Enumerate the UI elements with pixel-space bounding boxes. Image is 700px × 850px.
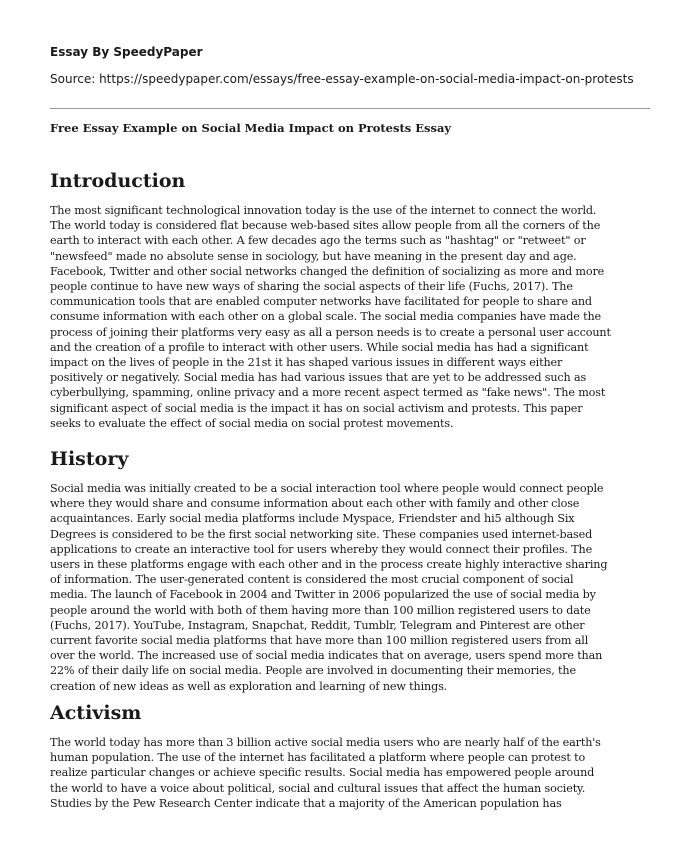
source-line: Source: https://speedypaper.com/essays/free-essay-example-on-social-media-impact-on-protests [50,72,634,86]
section-heading: Activism [50,702,142,724]
header-divider [50,108,650,109]
section-introduction [50,168,650,431]
essay-title: Free Essay Example on Social Media Impact on Protests Essay [50,121,452,135]
section-history [50,446,650,694]
section-activism [50,700,650,811]
section-heading: Introduction [50,170,186,192]
essay-body [50,168,650,810]
brand-label: Essay By SpeedyPaper [50,45,203,59]
section-paragraph: Social media was initially created to be a social interaction tool where people would connect people where they would share and consume information about each other with family and other close acquaintances. Early social media platforms include Myspace, Friendster and hi5 although Six Degrees is considered to be the first social networking site. These companies used internet-based applications to create an interactive tool for users whereby they would connect their profiles. The users in these platforms engage with each other and in the process create highly interactive sharing of information. The user-generated content is considered the most crucial component of social media. The launch of Facebook in 2004 and Twitter in 2006 popularized the use of social media by people around the world with both of them having more than 100 million registered users to date (Fuchs, 2017). YouTube, Instagram, Snapchat, Reddit, Tumblr, Telegram and Pinterest are other current favorite social media platforms that have more than 100 million registered users from all over the world. The increased use of social media indicates that on average, users spend more than 22% of their daily life on social media. People are involved in documenting their memories, the creation of new ideas as well as exploration and learning of new things. [50,482,608,693]
section-paragraph: The world today has more than 3 billion active social media users who are nearly half of the earth's human population. The use of the internet has facilitated a platform where people can protest to realize particular changes or achieve specific results. Social media has empowered people around the world to have a voice about political, social and cultural issues that affect the human society. Studies by the Pew Research Center indicate that a majority of the American population has [50,736,601,810]
section-heading: History [50,448,129,470]
section-paragraph: The most significant technological innovation today is the use of the internet to connect the world. The world today is considered flat because web-based sites allow people from all the corners of the earth to interact with each other. A few decades ago the terms such as "hashtag" or "retweet" or "newsfeed" made no absolute sense in sociology, but have meaning in the present day and age. Facebook, Twitter and other social networks changed the definition of socializing as more and more people continue to have new ways of sharing the social aspects of their life (Fuchs, 2017). The communication tools that are enabled computer networks have facilitated for people to share and consume information with each other on a global scale. The social media companies have made the process of joining their platforms very easy as all a person needs is to create a personal user account and the creation of a profile to interact with other users. While social media has had a significant impact on the lives of people in the 21st it has shaped various issues in different ways either positively or negatively. Social media has had various issues that are yet to be addressed such as cyberbullying, spamming, online privacy and a more recent aspect termed as "fake news". The most significant aspect of social media is the impact it has on social activism and protests. This paper seeks to evaluate the effect of social media on social protest movements. [50,204,611,430]
